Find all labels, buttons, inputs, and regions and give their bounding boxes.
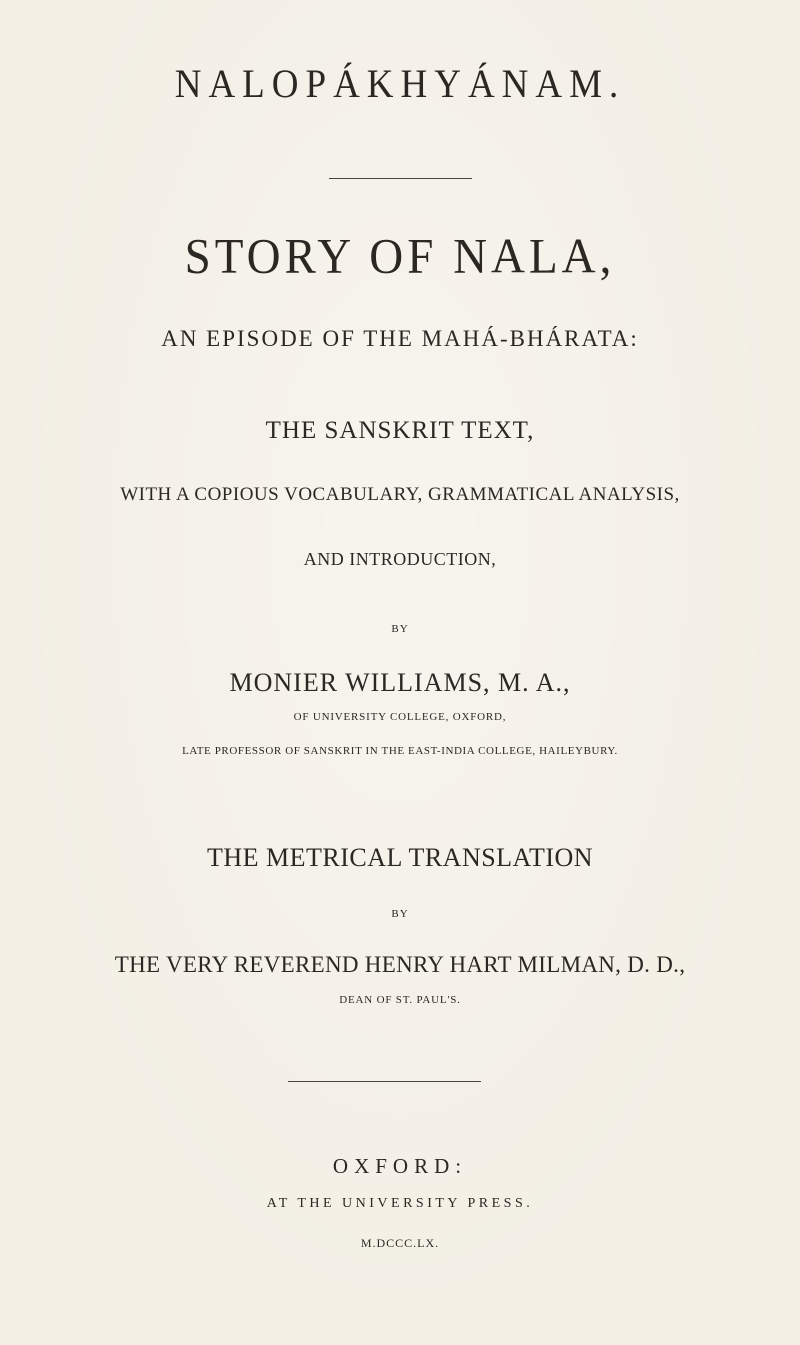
story-title: STORY OF NALA, — [184, 229, 616, 285]
author-name: MONIER WILLIAMS, M. A., — [229, 668, 571, 697]
contents-line: WITH A COPIOUS VOCABULARY, GRAMMATICAL ANALYSIS, — [120, 484, 680, 505]
author-former-position: LATE PROFESSOR OF SANSKRIT IN THE EAST-INDIA COLLEGE, HAILEYBURY. — [182, 745, 618, 757]
publisher: AT THE UNIVERSITY PRESS. — [266, 1196, 534, 1211]
translator-name: THE VERY REVEREND HENRY HART MILMAN, D. D., — [114, 952, 686, 977]
author-affiliation: OF UNIVERSITY COLLEGE, OXFORD, — [293, 711, 507, 723]
by-label-translator: BY — [391, 908, 409, 920]
translation-line: THE METRICAL TRANSLATION — [206, 843, 594, 872]
sanskrit-text-line: THE SANSKRIT TEXT, — [265, 417, 535, 444]
publication-place: OXFORD: — [332, 1154, 468, 1178]
translator-title: DEAN OF ST. PAUL'S. — [339, 994, 461, 1006]
by-label: BY — [391, 623, 409, 635]
publication-date: M.DCCC.LX. — [360, 1236, 440, 1250]
bottom-divider — [288, 1081, 481, 1082]
main-title: NALOPÁKHYÁNAM. — [174, 62, 626, 107]
episode-line: AN EPISODE OF THE MAHÁ-BHÁRATA: — [161, 326, 639, 351]
introduction-line: AND INTRODUCTION, — [303, 549, 497, 569]
top-divider — [329, 178, 472, 179]
